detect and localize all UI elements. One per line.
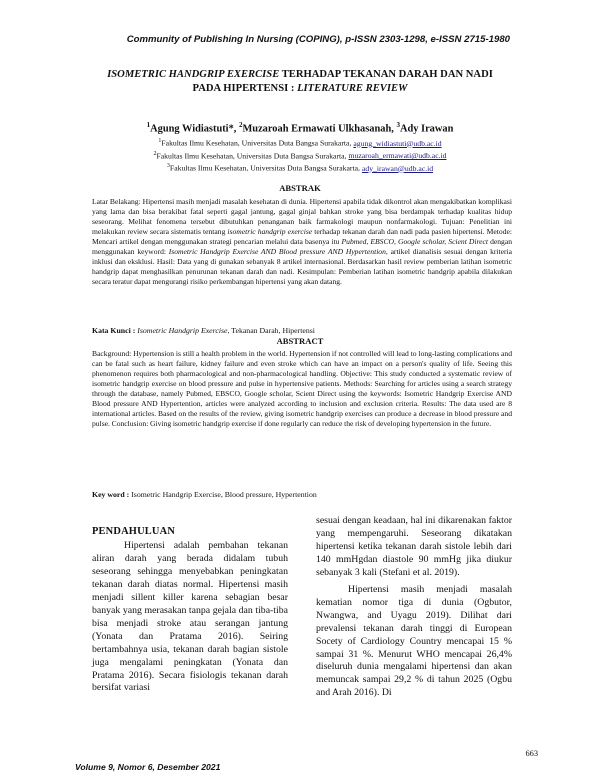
title-line-2 [60,82,540,96]
abstract-body: Background: Hypertension is still a health problem in the world. Hypertension if not controlled will lead to long-lasting complications and can be fatal such as heart failure, kidney failure and even stroke which can have an impact on a person's quality of life. Seeing this phenomenon requires both pharmacological and non-pharmacological handling. Objective: This study conducted a systematic review of isometric handgrip exercise on blood pressure and pulse in hypertensive patients. Methods: Searching for articles using a search strategy through the database, namely Pubmed, EBSCO, Google scholar, Scient Direct using the keywords: Isometric Handgrip Exercise AND Blood pressure AND Hypertention, articles were analyzed according to inclusion and exclusion criteria. Results: The data used are 8 international articles. Based on the results of the review, giving isometric handgrip exercises can produce a decrease in blood pressure and pulse. Conclusion: Giving isometric handgrip exercise if done regularly can reduce the risk of developing hypertension in the future. [92,349,512,428]
affiliation-3-superscript: 3 [166,163,170,170]
title-italic-part-2: LITERATURE REVIEW [297,83,408,94]
title-line-1 [60,68,540,82]
key-word-text: Isometric Handgrip Exercise, Blood pressure, Hypertention [131,490,317,499]
affiliation-3 [60,161,540,174]
body-paragraph: Hipertensi adalah pembahan tekanan aliran darah yang berada didalam tubuh seseorang sehingga menyebabkan peningkatan tekanan darah diatas normal. Hipertensi masih menjadi sillent killer karena sebagian besar banyak yang merasakan tanpa gejala dan tiba-tiba bisa menjadi stroke atau serangan jantung (Yonata dan Pratama 2016). Seiring bertambahnya usia, tekanan darah bagian sistole juga mengalami peningkatan (Yonata dan Pratama 2016). Secara fisiologis tekanan darah bersifat variasi [92,540,288,694]
kata-kunci-label: Kata Kunci : [92,326,136,335]
title-normal-part: TERHADAP TEKANAN DARAH DAN NADI [281,69,493,80]
affiliation-2-email-link[interactable]: muzaroah_ermawati@udb.ac.id [348,151,447,161]
author-2: Muzaroah Ermawati Ulkhasanah, [242,123,394,135]
affiliation-1-text: Fakultas Ilmu Kesehatan, Universitas Duta Bangsa Surakarta, [161,138,352,148]
key-word [92,490,317,499]
body-right-column [316,515,512,700]
body-paragraph: Hipertensi masih menjadi masalah kematian nomor tiga di dunia (Ogbutor, Nwangwa, and Uyagu 2019). Dilihat dari prevalensi tekanan darah tinggi di European Socety of Cardiology Country mencapai 15 % sampai 31 %. Menurut WHO mencapai 26,4% diseluruh dunia mengalami hipertensi dan akan memuncak sampai 29,2 % di tahun 2025 (Ogbu and Arah 2016). Di [316,583,512,699]
author-3-superscript: 3 [396,121,400,129]
affiliation-1-email-link[interactable]: agung_widiastuti@udb.ac.id [353,138,442,148]
affiliation-2 [60,149,540,162]
page-number: 663 [525,749,538,758]
abstract-heading: ABSTRACT [276,336,324,346]
article-title [60,68,540,96]
author-2-superscript: 2 [238,121,243,129]
author-3: Ady Irawan [399,123,454,135]
affiliation-list [60,136,540,174]
affiliation-2-superscript: 2 [153,150,157,157]
author-list [60,121,540,134]
affiliation-2-text: Fakultas Ilmu Kesehatan, Universitas Duta Bangsa Surakarta, [156,151,347,161]
key-word-label: Key word : [92,490,130,499]
affiliation-3-text: Fakultas Ilmu Kesehatan, Universitas Duta Bangsa Surakarta, [169,163,360,173]
abstrak-italic-2: Pubmed, EBSCO, Google scholar, Scient Direct [341,237,488,246]
journal-header: Community of Publishing In Nursing (COPING), p-ISSN 2303-1298, e-ISSN 2715-1980 [126,34,510,45]
author-1-superscript: 1 [146,121,151,129]
abstrak-heading: ABSTRAK [279,183,321,193]
abstrak-italic-1: isometric handgrip exercise [227,227,313,236]
abstrak-text-3: dengan menggunakan keyword: [92,237,512,256]
title-italic-part: ISOMETRIC HANDGRIP EXERCISE [107,69,280,80]
footer-volume: Volume 9, Nomor 6, Desember 2021 [75,762,221,772]
abstrak-text-1: Latar Belakang: Hipertensi masih menjadi masalah kesehatan di dunia. Hipertensi apabila tidak dikontrol akan mengakibatkan komplikasi yang lama dan bisa berakibat fatal seperti gagal jantung, gagal ginjal bahkan stroke yang bisa berdampak terhadap kualitas hidup seseorang. Melihat fenomena tersebut dibutuhkan penanganan baik farmakologi maupun nonfarmakologi. Tujuan: Penelitian ini melakukan review secara sistematis tentang [92,197,512,236]
title-normal-part-2: PADA HIPERTENSI : [192,83,295,94]
abstrak-text-2: terhadap tekanan darah dan nadi pada pasien hipertensi. Metode: Mencari artikel dengan menggunakan strategi pencarian melalui data basenya itu [92,227,512,246]
abstrak-italic-3: Isometric Handgrip Exercise AND Blood pressure AND Hypertention, [168,247,388,256]
kata-kunci [92,326,315,335]
affiliation-1 [60,136,540,149]
author-1: Agung Widiastuti*, [150,123,237,135]
kata-kunci-text: Tekanan Darah, Hipertensi [231,326,315,335]
affiliation-1-superscript: 1 [158,138,162,144]
abstrak-text-4: artikel dianalisis sesuai dengan kriteria inklusi dan eksklusi. Hasil: Data yang di gunakan sebanyak 8 artikel internasional. Berdasarkan hasil review pemberian latihan isometric handgrip dapat menghasilkan penurunan tekanan darah dan nadi. Kesimpulan: Pemberian latihan isometric handgrip apabila dilakukan secara teratur dapat mengurangi risiko perkembangan hipertensi yang akan datang. [92,247,513,286]
affiliation-3-email-link[interactable]: ady_irawan@udb.ac.id [361,163,434,173]
abstrak-body [92,197,512,287]
body-left-column [92,540,288,695]
kata-kunci-italic: Isometric Handgrip Exercise, [137,326,230,335]
body-paragraph: sesuai dengan keadaan, hal ini dikarenakan faktor yang mempengaruhi. Seseorang dikatakan hipertensi ketika tekanan darah sistole lebih dari 140 mmHgdan diastole 90 mmHg jika diukur sebanyak 3 kali (Stefani et al. 2019). [316,515,512,578]
section-heading-pendahuluan: PENDAHULUAN [92,526,176,537]
